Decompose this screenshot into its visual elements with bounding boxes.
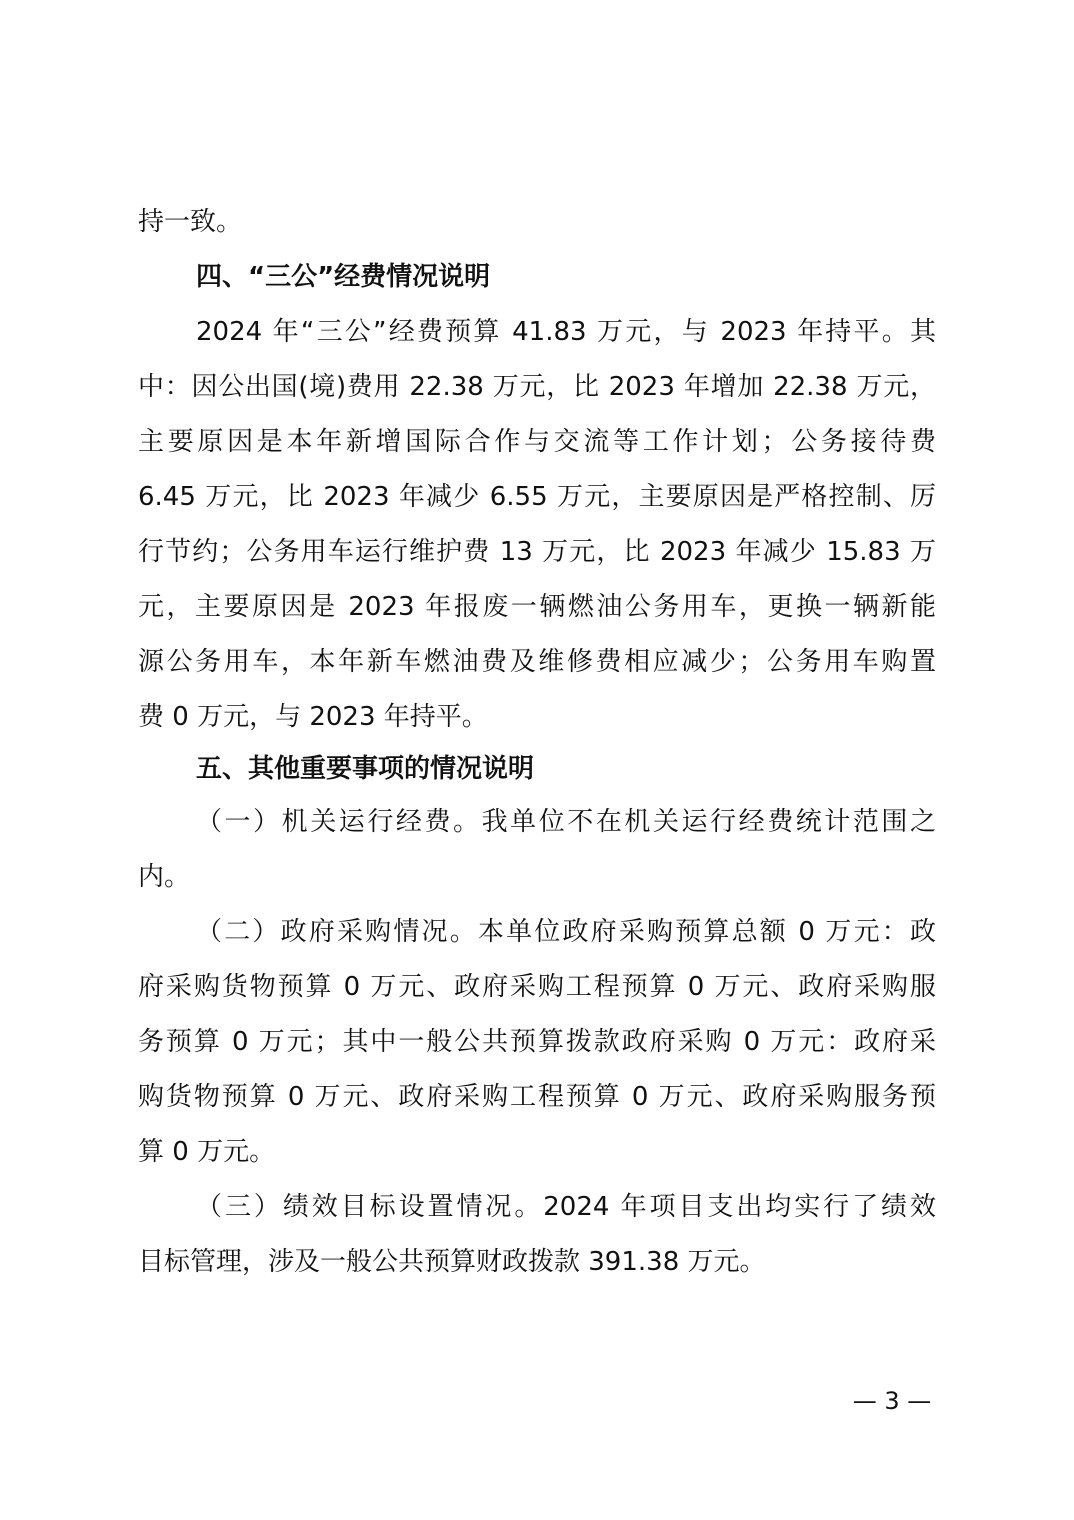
text-line: 购货物预算 0 万元、政府采购工程预算 0 万元、政府采购服务预 [138, 1082, 936, 1112]
text-line: （三）绩效目标设置情况。2024 年项目支出均实行了绩效 [196, 1192, 936, 1222]
page-number: — 3 — [852, 1387, 932, 1415]
paragraph-continuation: 持一致。 [138, 207, 243, 237]
text-line: （二）政府采购情况。本单位政府采购预算总额 0 万元：政 [196, 917, 936, 947]
section-heading-five: 五、其他重要事项的情况说明 [196, 754, 535, 784]
text-line: 元，主要原因是 2023 年报废一辆燃油公务用车，更换一辆新能 [138, 592, 936, 622]
text-line: 府采购货物预算 0 万元、政府采购工程预算 0 万元、政府采购服 [138, 972, 936, 1002]
text-line: 内。 [138, 862, 191, 892]
text-line: 6.45 万元，比 2023 年减少 6.55 万元，主要原因是严格控制、厉 [138, 482, 936, 512]
text-line: 中：因公出国(境)费用 22.38 万元，比 2023 年增加 22.38 万元， [138, 372, 936, 402]
text-line: 2024 年“三公”经费预算 41.83 万元，与 2023 年持平。其 [196, 317, 936, 347]
text-line: 源公务用车，本年新车燃油费及维修费相应减少；公务用车购置 [138, 647, 936, 677]
section-heading-four: 四、“三公”经费情况说明 [196, 262, 491, 292]
text-line: 目标管理，涉及一般公共预算财政拨款 391.38 万元。 [138, 1247, 766, 1277]
text-line: 费 0 万元，与 2023 年持平。 [138, 702, 488, 732]
text-line: 主要原因是本年新增国际合作与交流等工作计划；公务接待费 [138, 427, 936, 457]
text-line: 行节约；公务用车运行维护费 13 万元，比 2023 年减少 15.83 万 [138, 537, 936, 567]
text-line: （一）机关运行经费。我单位不在机关运行经费统计范围之 [196, 807, 936, 837]
text-line: 算 0 万元。 [138, 1137, 276, 1167]
text-line: 务预算 0 万元；其中一般公共预算拨款政府采购 0 万元：政府采 [138, 1027, 936, 1057]
